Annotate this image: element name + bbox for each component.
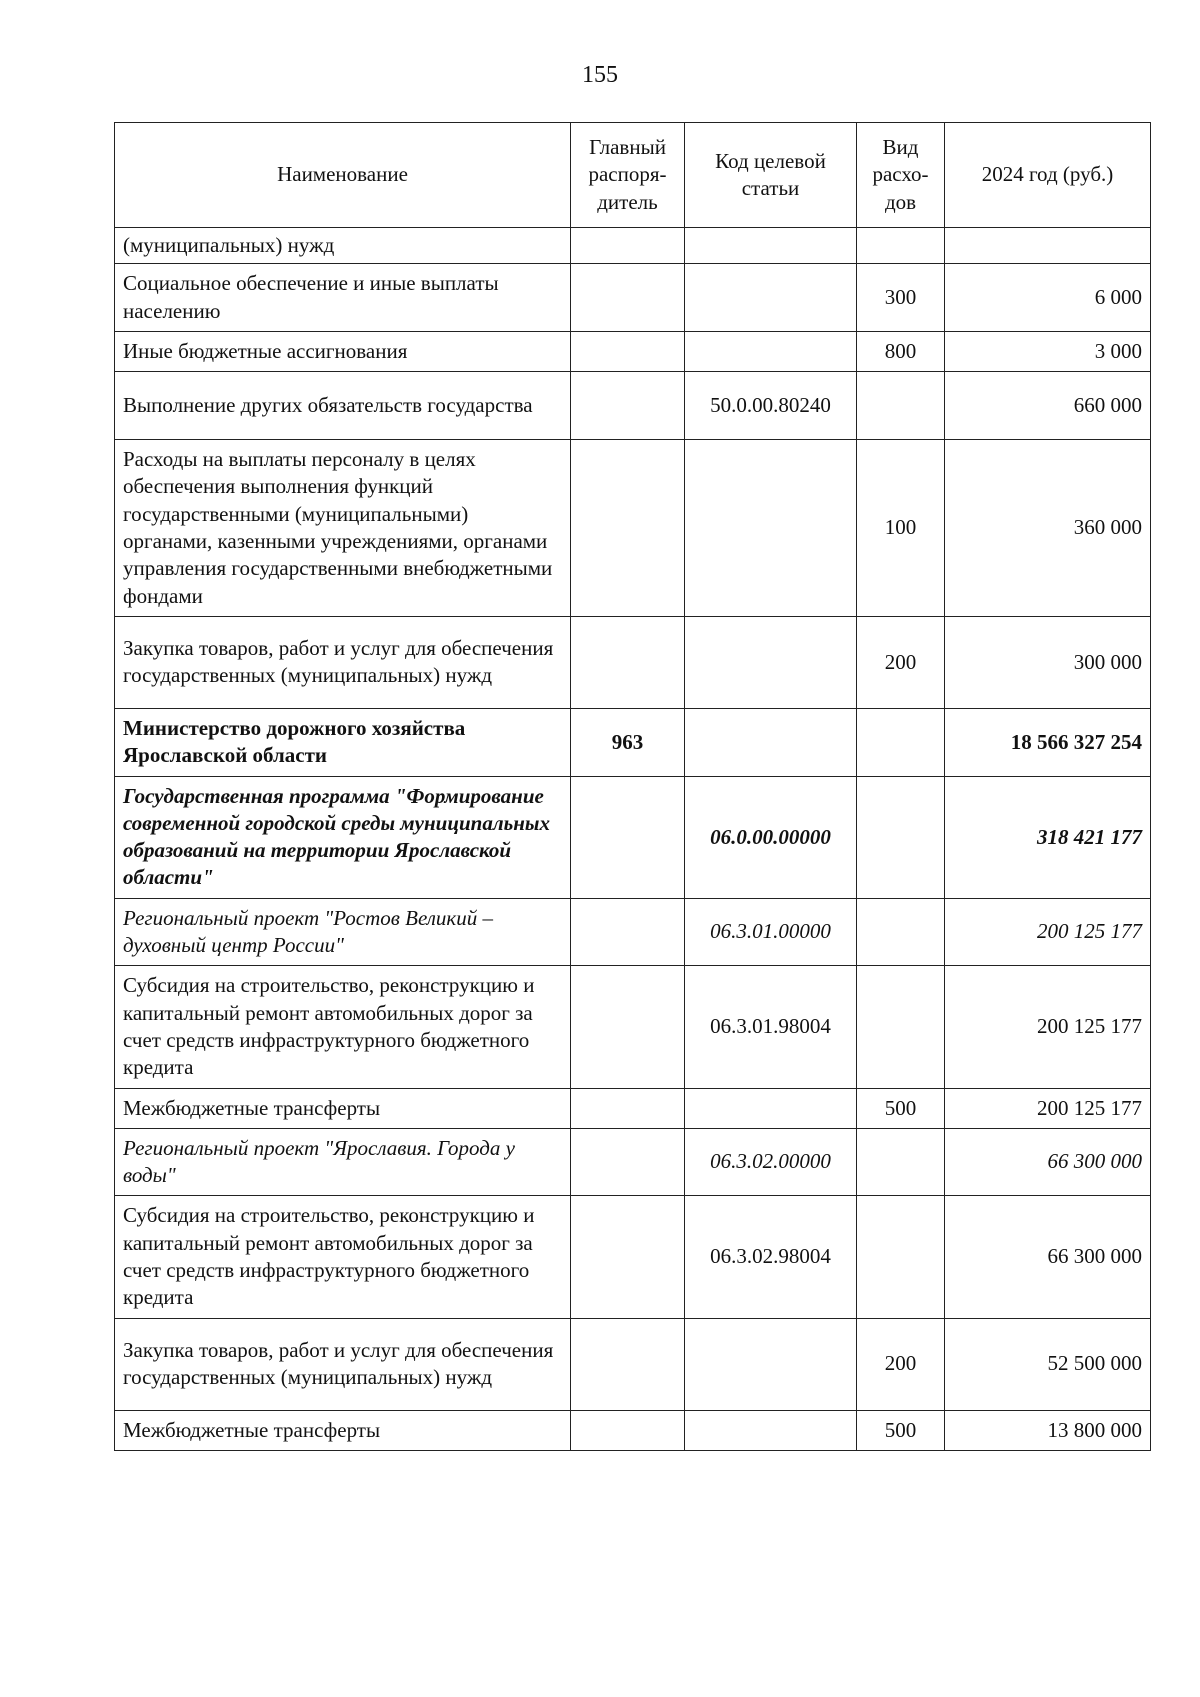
cell-type	[857, 898, 945, 966]
cell-code	[685, 1088, 857, 1128]
table-row	[115, 228, 1151, 264]
cell-amount: 13 800 000	[945, 1410, 1151, 1450]
budget-table	[114, 122, 1151, 1451]
cell-name: Межбюджетные трансферты	[115, 1088, 571, 1128]
table-row	[115, 1088, 1151, 1128]
cell-amount: 360 000	[945, 440, 1151, 617]
cell-admin	[571, 264, 685, 332]
cell-admin	[571, 776, 685, 898]
cell-amount: 300 000	[945, 616, 1151, 708]
cell-type: 200	[857, 1318, 945, 1410]
cell-admin	[571, 228, 685, 264]
table-row	[115, 372, 1151, 440]
table-row	[115, 1410, 1151, 1450]
table-row	[115, 440, 1151, 617]
header-type: Вид расхо-дов	[857, 123, 945, 228]
cell-name: Межбюджетные трансферты	[115, 1410, 571, 1450]
cell-name: Региональный проект "Ярославия. Города у воды"	[115, 1128, 571, 1196]
cell-name: Региональный проект "Ростов Великий – духовный центр России"	[115, 898, 571, 966]
cell-admin	[571, 1318, 685, 1410]
table-row	[115, 898, 1151, 966]
header-name: Наименование	[115, 123, 571, 228]
table-row	[115, 616, 1151, 708]
cell-name: Субсидия на строительство, реконструкцию и капитальный ремонт автомобильных дорог за счет средств инфраструктурного бюджетного кредита	[115, 1196, 571, 1318]
cell-admin	[571, 331, 685, 371]
table-row	[115, 1196, 1151, 1318]
cell-type	[857, 372, 945, 440]
cell-amount: 66 300 000	[945, 1128, 1151, 1196]
page-number: 155	[582, 62, 618, 88]
cell-code	[685, 708, 857, 776]
cell-code: 06.3.02.00000	[685, 1128, 857, 1196]
cell-admin	[571, 1128, 685, 1196]
table-row	[115, 1128, 1151, 1196]
cell-code	[685, 264, 857, 332]
cell-code: 06.3.01.00000	[685, 898, 857, 966]
cell-amount: 200 125 177	[945, 1088, 1151, 1128]
cell-admin	[571, 1088, 685, 1128]
cell-code	[685, 1410, 857, 1450]
table-row	[115, 1318, 1151, 1410]
cell-type: 300	[857, 264, 945, 332]
cell-code: 06.0.00.00000	[685, 776, 857, 898]
cell-type: 100	[857, 440, 945, 617]
cell-name: Расходы на выплаты персоналу в целях обеспечения выполнения функций государственными (муниципальными) органами, казенными учреждениями, органами управления государственными внебюджетными фондами	[115, 440, 571, 617]
cell-amount	[945, 228, 1151, 264]
cell-name: Государственная программа "Формирование современной городской среды муниципальных образований на территории Ярославской области"	[115, 776, 571, 898]
cell-amount: 200 125 177	[945, 898, 1151, 966]
cell-admin	[571, 440, 685, 617]
cell-code: 06.3.02.98004	[685, 1196, 857, 1318]
cell-admin	[571, 898, 685, 966]
cell-amount: 200 125 177	[945, 966, 1151, 1088]
cell-amount: 18 566 327 254	[945, 708, 1151, 776]
cell-name: (муниципальных) нужд	[115, 228, 571, 264]
cell-code	[685, 228, 857, 264]
cell-name: Субсидия на строительство, реконструкцию и капитальный ремонт автомобильных дорог за счет средств инфраструктурного бюджетного кредита	[115, 966, 571, 1088]
cell-code	[685, 616, 857, 708]
table-row	[115, 708, 1151, 776]
cell-type	[857, 708, 945, 776]
cell-amount: 52 500 000	[945, 1318, 1151, 1410]
cell-name: Иные бюджетные ассигнования	[115, 331, 571, 371]
table-row	[115, 776, 1151, 898]
cell-amount: 660 000	[945, 372, 1151, 440]
cell-admin	[571, 372, 685, 440]
cell-type	[857, 966, 945, 1088]
cell-code	[685, 1318, 857, 1410]
table-row	[115, 966, 1151, 1088]
cell-type	[857, 228, 945, 264]
table-row	[115, 264, 1151, 332]
header-amount: 2024 год (руб.)	[945, 123, 1151, 228]
cell-type: 500	[857, 1088, 945, 1128]
cell-code: 06.3.01.98004	[685, 966, 857, 1088]
cell-admin: 963	[571, 708, 685, 776]
cell-code	[685, 331, 857, 371]
cell-code: 50.0.00.80240	[685, 372, 857, 440]
cell-name: Министерство дорожного хозяйства Ярославской области	[115, 708, 571, 776]
table-body	[115, 228, 1151, 1451]
cell-type: 200	[857, 616, 945, 708]
cell-name: Закупка товаров, работ и услуг для обеспечения государственных (муниципальных) нужд	[115, 1318, 571, 1410]
cell-admin	[571, 616, 685, 708]
cell-amount: 6 000	[945, 264, 1151, 332]
header-row	[115, 123, 1151, 228]
cell-amount: 318 421 177	[945, 776, 1151, 898]
cell-admin	[571, 966, 685, 1088]
cell-name: Выполнение других обязательств государства	[115, 372, 571, 440]
table-header	[115, 123, 1151, 228]
cell-amount: 3 000	[945, 331, 1151, 371]
cell-type: 800	[857, 331, 945, 371]
cell-amount: 66 300 000	[945, 1196, 1151, 1318]
cell-name: Социальное обеспечение и иные выплаты населению	[115, 264, 571, 332]
header-code: Код целевой статьи	[685, 123, 857, 228]
table-row	[115, 331, 1151, 371]
cell-type: 500	[857, 1410, 945, 1450]
cell-admin	[571, 1410, 685, 1450]
header-admin: Главный распоря-дитель	[571, 123, 685, 228]
cell-name: Закупка товаров, работ и услуг для обеспечения государственных (муниципальных) нужд	[115, 616, 571, 708]
cell-admin	[571, 1196, 685, 1318]
cell-type	[857, 776, 945, 898]
cell-type	[857, 1196, 945, 1318]
cell-code	[685, 440, 857, 617]
cell-type	[857, 1128, 945, 1196]
